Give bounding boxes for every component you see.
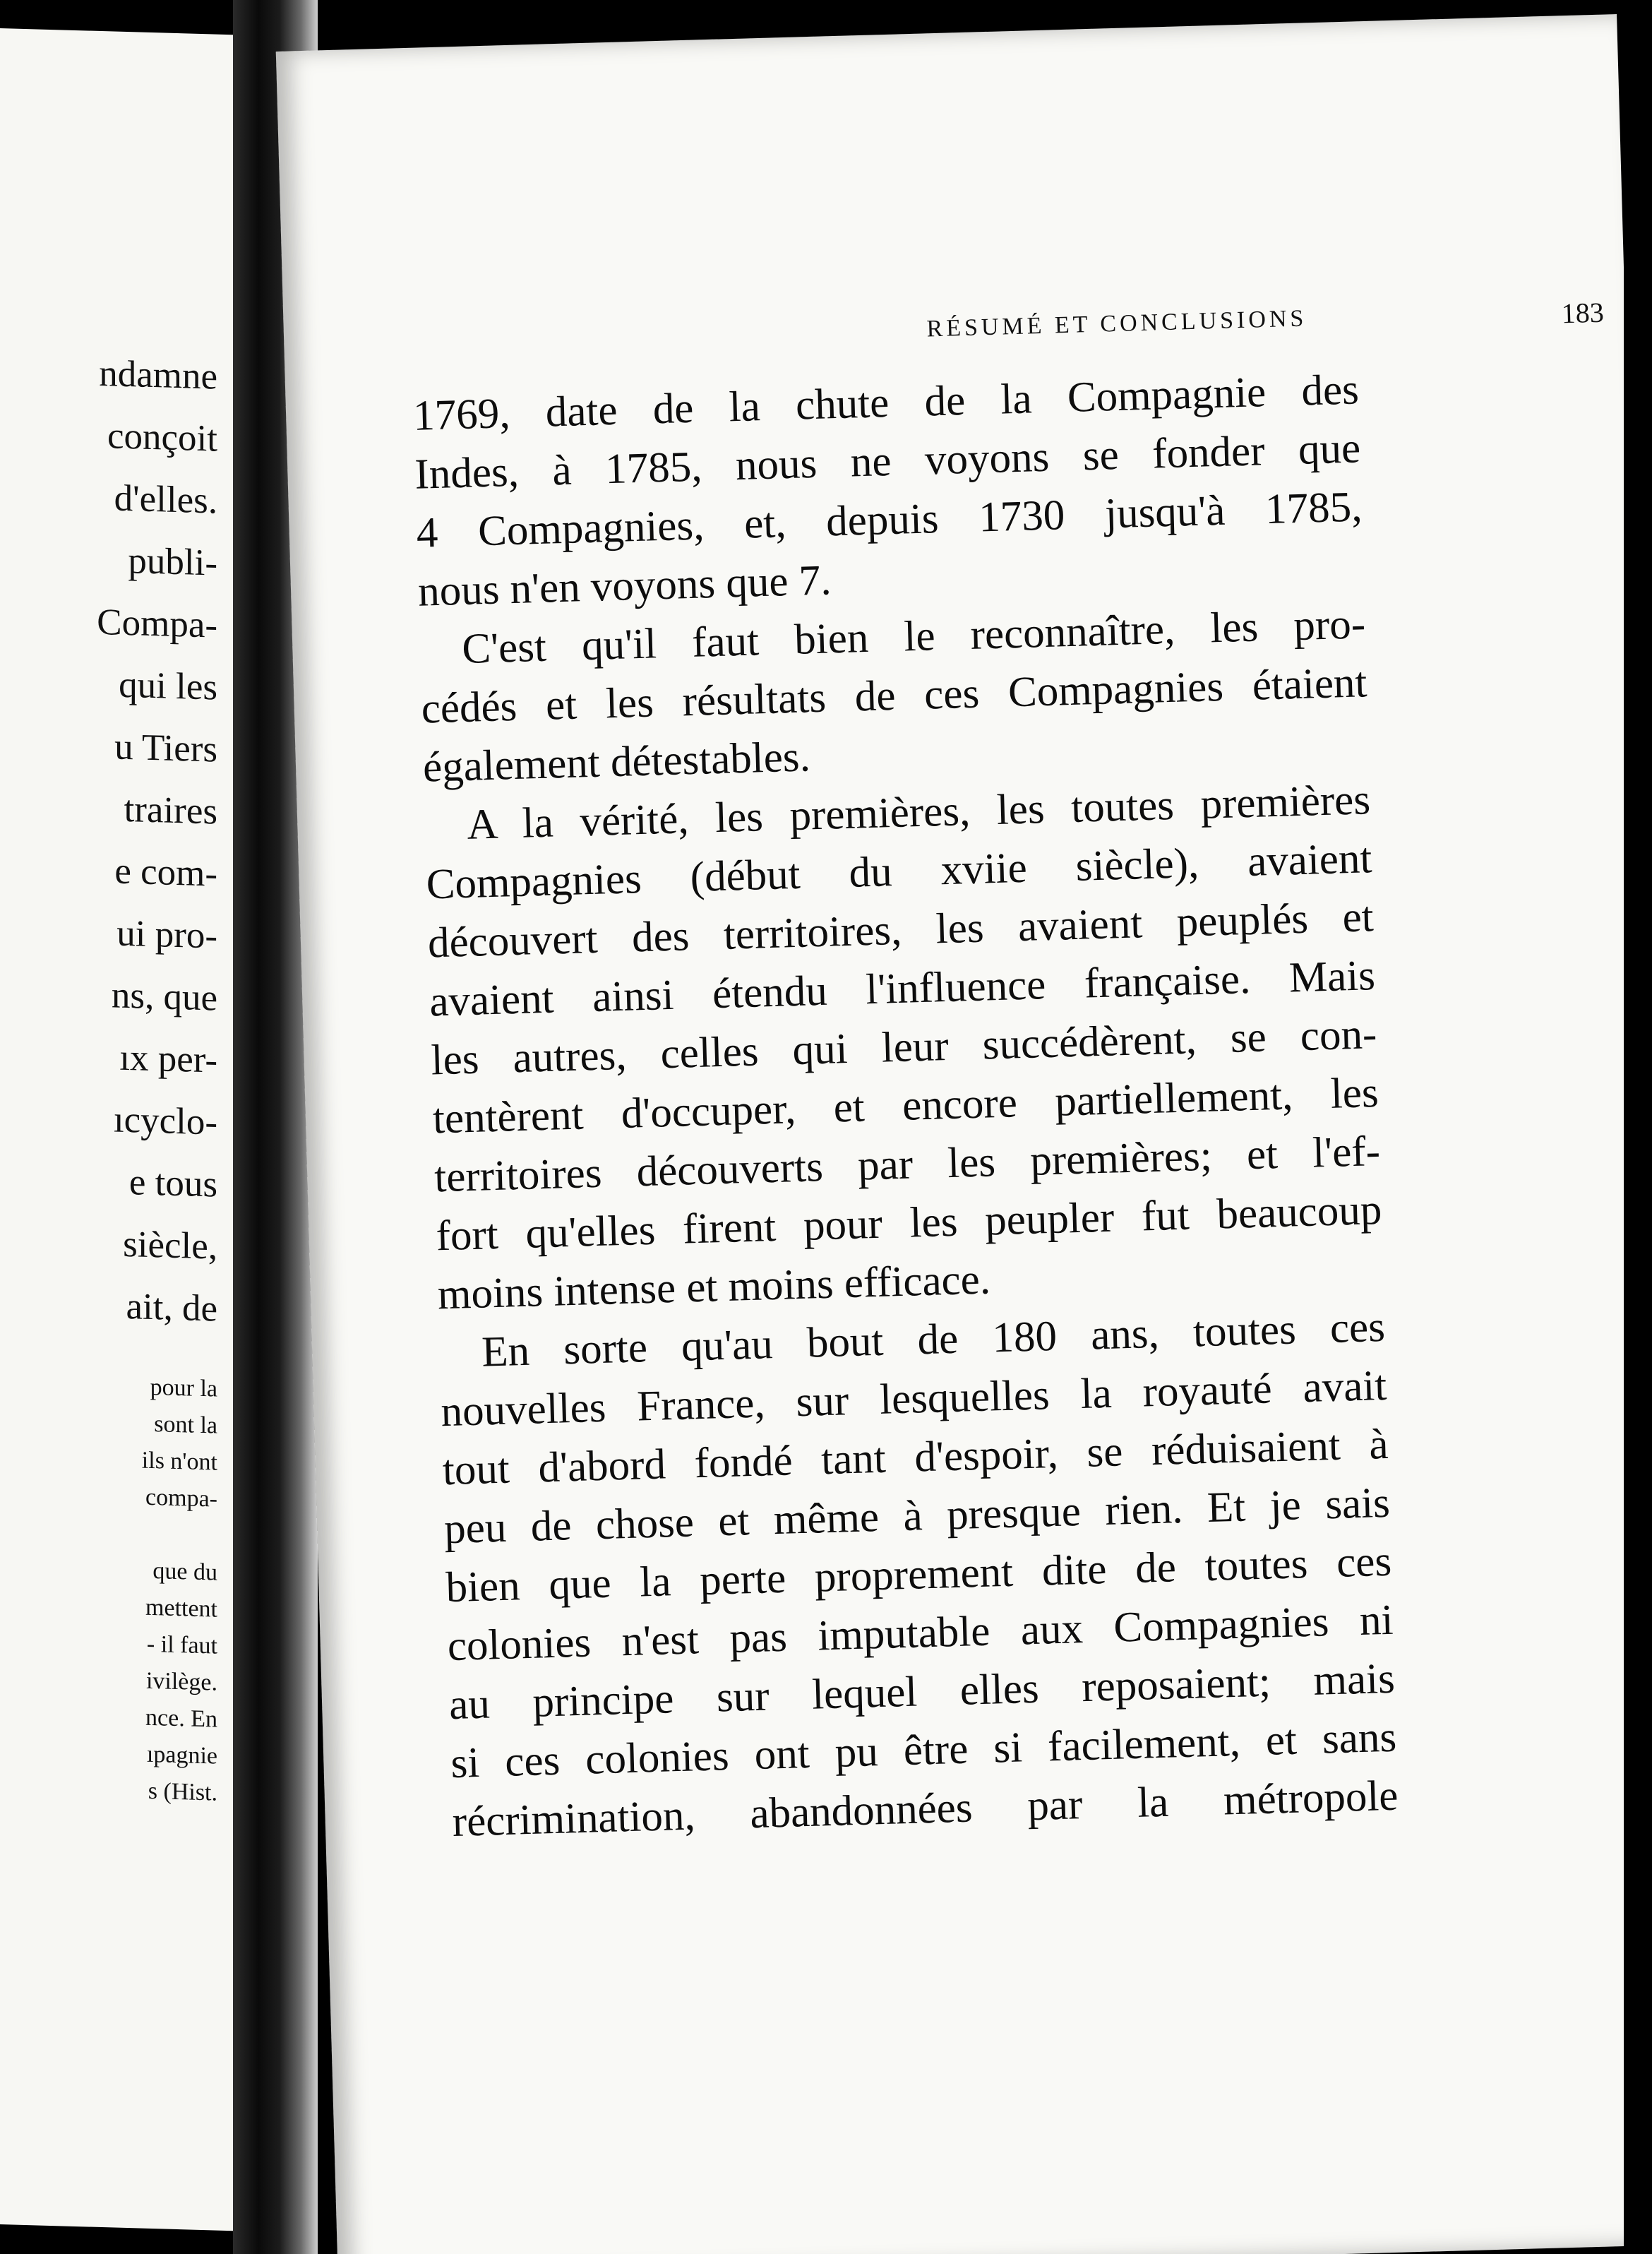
text-line: nouvelles France, sur lesquelles la royauté avait xyxy=(440,1361,1388,1436)
text-line: territoires découverts par les premières; et l'ef- xyxy=(433,1127,1381,1202)
text-line: 4 Compagnies, et, depuis 1730 jusqu'à 1785, xyxy=(415,483,1363,557)
left-line: e tous xyxy=(128,1162,217,1205)
text-line: récrimination, abandonnées par la métropole xyxy=(451,1772,1399,1847)
left-footnote-line: pour la xyxy=(150,1373,217,1402)
text-line: les autres, celles qui leur succédèrent, se con- xyxy=(430,1010,1378,1085)
left-footnote-line: ils n'ont xyxy=(141,1447,217,1476)
left-footnote-line: sont la xyxy=(154,1411,217,1439)
text-line: au principe sur lequel elles reposaient; mais xyxy=(448,1654,1396,1729)
left-line: ıx per- xyxy=(119,1037,217,1081)
text-line: A la vérité, les premières, les toutes premières xyxy=(466,776,1371,849)
left-line: conçoit xyxy=(107,415,217,460)
page-number: 183 xyxy=(1561,296,1605,330)
text-line: tentèrent d'occuper, et encore partiellement, les xyxy=(432,1069,1379,1143)
text-line: fort qu'elles firent pour les peupler fut beaucoup xyxy=(435,1186,1383,1260)
text-line: 1769, date de la chute de la Compagnie des xyxy=(412,366,1360,440)
left-line: ui pro- xyxy=(116,912,217,957)
right-page xyxy=(276,14,1652,2254)
left-footnote-line: que du xyxy=(152,1558,217,1586)
text-line: avaient ainsi étendu l'influence française. Mais xyxy=(429,952,1376,1026)
text-line: peu de chose et même à presque rien. Et je sais xyxy=(443,1479,1391,1554)
left-line: ns, que xyxy=(111,974,217,1019)
left-page-fragment xyxy=(0,28,233,2231)
text-line: si ces colonies ont pu être si facilement, et sans xyxy=(450,1713,1397,1788)
text-line: colonies n'est pas imputable aux Compagnies ni xyxy=(446,1596,1394,1671)
left-footnote-line: compa- xyxy=(145,1484,217,1513)
left-footnote-line: ıpagnie xyxy=(146,1741,217,1770)
left-line: qui les xyxy=(119,664,217,708)
running-head: RÉSUMÉ ET CONCLUSIONS xyxy=(926,305,1307,342)
left-line: ıcyclo- xyxy=(113,1099,217,1143)
body-text xyxy=(412,360,1399,1852)
left-footnote-line: mettent xyxy=(145,1594,217,1623)
left-line: Compa- xyxy=(97,601,217,646)
text-line: cédés et les résultats de ces Compagnies étaient xyxy=(420,659,1368,733)
left-line: e com- xyxy=(114,850,217,895)
left-footnote-line: s (Hist. xyxy=(148,1777,217,1806)
left-line: u Tiers xyxy=(114,726,217,770)
left-line: siècle, xyxy=(123,1223,217,1268)
left-line: d'elles. xyxy=(114,477,217,522)
left-footnote-line: ivilège. xyxy=(145,1667,217,1696)
text-line: Compagnies (début du xviie siècle), avaient xyxy=(425,835,1373,909)
text-line: Indes, à 1785, nous ne voyons se fonder que xyxy=(414,424,1361,499)
page-edge-shadow xyxy=(1624,0,1652,2254)
text-line: découvert des territoires, les avaient peuplés et xyxy=(427,893,1375,967)
left-line: ndamne xyxy=(99,352,217,398)
text-line: bien que la perte proprement dite de toutes ces xyxy=(445,1537,1392,1612)
left-line: ait, de xyxy=(126,1285,217,1330)
left-footnote-line: nce. En xyxy=(145,1704,217,1733)
text-line: En sorte qu'au bout de 180 ans, toutes ces xyxy=(481,1303,1386,1376)
text-line: moins intense et moins efficace. xyxy=(437,1256,991,1319)
text-line: nous n'en voyons que 7. xyxy=(417,556,832,616)
left-footnote-line: - il faut xyxy=(146,1630,217,1659)
text-line: également détestables. xyxy=(422,733,811,792)
text-line: tout d'abord fondé tant d'espoir, se réduisaient à xyxy=(442,1420,1389,1495)
left-line: traires xyxy=(124,788,217,833)
text-line: C'est qu'il faut bien le reconnaître, les pro- xyxy=(461,600,1366,674)
left-line: publi- xyxy=(128,540,217,584)
